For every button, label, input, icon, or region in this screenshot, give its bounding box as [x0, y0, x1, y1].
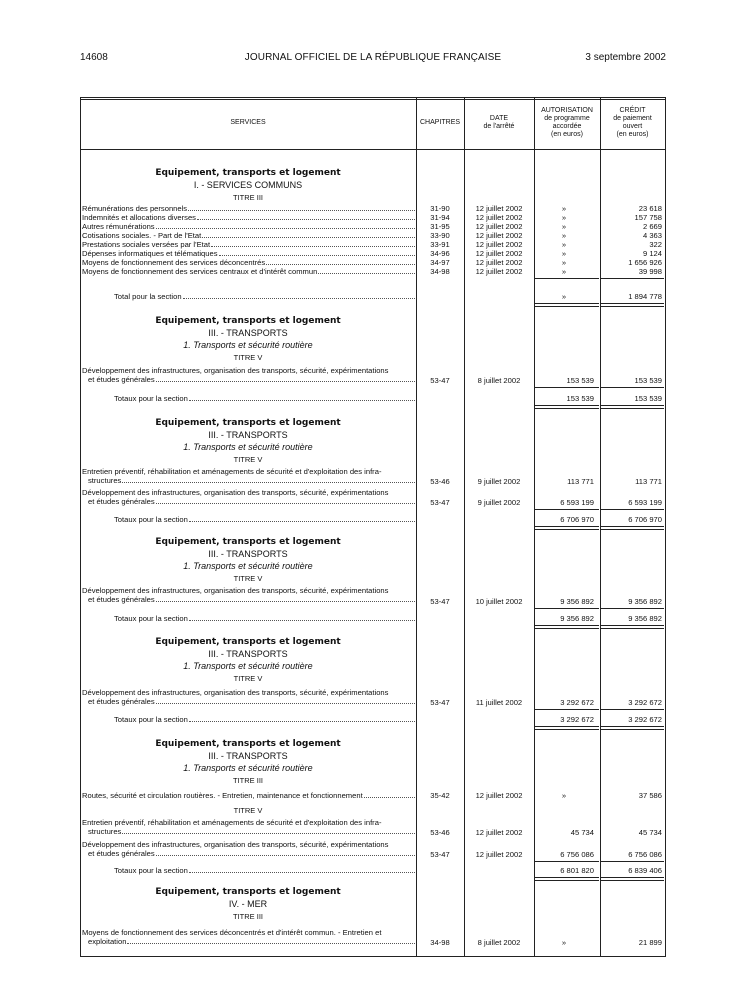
ministry-heading: Equipement, transports et logement [155, 316, 341, 326]
programme-heading: 1. Transports et sécurité routière [183, 340, 313, 350]
table-bottom-border [80, 956, 666, 957]
auto-cell: 45 734 [570, 828, 594, 837]
ministry-heading: Equipement, transports et logement [155, 637, 341, 647]
subtotal-rule [535, 278, 599, 279]
table-row-label: Cotisations sociales. - Part de l'Etat [82, 231, 416, 240]
date-cell: 9 juillet 2002 [477, 477, 521, 486]
table-row-label: Prestations sociales versées par l'Etat [82, 240, 416, 249]
table-row-label: Entretien préventif, réhabilitation et aménagements de sécurité et d'exploitation des infra- structures [82, 467, 416, 485]
date-cell: 12 juillet 2002 [475, 213, 523, 222]
section-heading: IV. - MER [228, 899, 268, 909]
titre-heading: TITRE V [233, 674, 263, 683]
total-credit-cell: 153 539 [634, 394, 662, 403]
col-border [80, 97, 81, 957]
chapter-cell: 53-47 [430, 498, 450, 507]
total-credit-cell: 6 839 406 [628, 866, 662, 875]
chapter-cell: 53-46 [430, 828, 450, 837]
date-cell: 12 juillet 2002 [475, 267, 523, 276]
subtotal-rule [535, 387, 599, 388]
date-cell: 11 juillet 2002 [475, 698, 523, 707]
auto-cell: » [561, 267, 567, 276]
credit-cell: 113 771 [635, 477, 662, 486]
table-row-label: Développement des infrastructures, organisation des transports, sécurité, expérimentations et études générales [82, 488, 416, 506]
total-double-rule [601, 877, 664, 881]
total-double-rule [601, 303, 664, 307]
credit-cell: 23 618 [638, 204, 662, 213]
subtotal-rule [601, 387, 664, 388]
section-heading: III. - TRANSPORTS [208, 649, 288, 659]
credit-cell: 1 656 926 [628, 258, 662, 267]
credit-cell: 45 734 [638, 828, 662, 837]
auto-cell: » [561, 231, 567, 240]
titre-heading: TITRE V [233, 574, 263, 583]
auto-cell: » [561, 213, 567, 222]
total-auto-cell: 9 356 892 [560, 614, 594, 623]
total-double-rule [601, 526, 664, 530]
col-border [665, 97, 666, 957]
section-heading: III. - TRANSPORTS [208, 430, 288, 440]
titre-heading: TITRE V [233, 455, 263, 464]
section-heading: I. - SERVICES COMMUNS [193, 180, 303, 190]
date-cell: 12 juillet 2002 [475, 240, 523, 249]
table-row-label: Développement des infrastructures, organisation des transports, sécurité, expérimentations et études générales [82, 688, 416, 706]
programme-heading: 1. Transports et sécurité routière [183, 442, 313, 452]
programme-heading: 1. Transports et sécurité routière [183, 763, 313, 773]
table-row-label: Rémunérations des personnels [82, 204, 416, 213]
date-cell: 12 juillet 2002 [475, 249, 523, 258]
subtotal-rule [601, 861, 664, 862]
page-number: 14608 [80, 52, 108, 63]
table-row-label: Dépenses informatiques et télématiques [82, 249, 416, 258]
header-bottom-border [80, 149, 666, 150]
credit-cell: 9 356 892 [628, 597, 662, 606]
credit-cell: 6 593 199 [628, 498, 662, 507]
subtotal-rule [535, 608, 599, 609]
header-date: DATE de l'arrêté [483, 115, 515, 130]
ministry-heading: Equipement, transports et logement [155, 418, 341, 428]
date-cell: 12 juillet 2002 [475, 850, 523, 859]
date-cell: 8 juillet 2002 [477, 376, 521, 385]
total-double-rule [601, 405, 664, 409]
programme-heading: 1. Transports et sécurité routière [183, 661, 313, 671]
total-double-rule [601, 726, 664, 730]
header-credit: CRÉDIT de paiement ouvert (en euros) [613, 107, 652, 138]
date-cell: 12 juillet 2002 [475, 231, 523, 240]
date-cell: 10 juillet 2002 [475, 597, 523, 606]
subtotal-rule [601, 509, 664, 510]
section-heading: III. - TRANSPORTS [208, 751, 288, 761]
programme-heading: 1. Transports et sécurité routière [183, 561, 313, 571]
header-autorisation: AUTORISATION de programme accordée (en euros) [541, 107, 593, 138]
auto-cell: 9 356 892 [560, 597, 594, 606]
auto-cell: 3 292 672 [560, 698, 594, 707]
header-chapitres: CHAPITRES [419, 119, 461, 126]
auto-cell: 113 771 [567, 477, 594, 486]
total-double-rule [601, 625, 664, 629]
chapter-cell: 35-42 [430, 791, 450, 800]
credit-cell: 322 [649, 240, 662, 249]
total-double-rule [535, 405, 599, 409]
total-double-rule [535, 877, 599, 881]
credit-cell: 6 756 086 [628, 850, 662, 859]
chapter-cell: 34-98 [430, 267, 450, 276]
auto-cell: » [561, 258, 567, 267]
titre-heading: TITRE V [233, 353, 263, 362]
chapter-cell: 53-47 [430, 850, 450, 859]
total-double-rule [535, 303, 599, 307]
ministry-heading: Equipement, transports et logement [155, 739, 341, 749]
total-credit-cell: 9 356 892 [628, 614, 662, 623]
credit-cell: 157 758 [634, 213, 662, 222]
total-double-rule [535, 625, 599, 629]
journal-title: JOURNAL OFFICIEL DE LA RÉPUBLIQUE FRANÇAISE [244, 52, 502, 63]
total-auto-cell: » [561, 292, 567, 301]
chapter-cell: 34-97 [430, 258, 450, 267]
section-total-label: Totaux pour la section [114, 394, 416, 403]
total-credit-cell: 3 292 672 [628, 715, 662, 724]
table-row-label: Routes, sécurité et circulation routières. - Entretien, maintenance et fonctionnement [82, 791, 416, 800]
header-services: SERVICES [230, 119, 266, 126]
date-cell: 12 juillet 2002 [475, 791, 523, 800]
page-header [80, 52, 666, 66]
chapter-cell: 31-95 [430, 222, 450, 231]
subtotal-rule [535, 709, 599, 710]
table-row-label: Autres rémunérations [82, 222, 416, 231]
chapter-cell: 34-98 [430, 938, 450, 947]
credit-cell: 21 899 [638, 938, 662, 947]
table-row-label: Développement des infrastructures, organisation des transports, sécurité, expérimentations et études générales [82, 586, 416, 604]
chapter-cell: 31-90 [430, 204, 450, 213]
date-cell: 12 juillet 2002 [475, 222, 523, 231]
total-auto-cell: 3 292 672 [560, 715, 594, 724]
table-row-label: Moyens de fonctionnement des services déconcentrés et d'intérêt commun. - Entretien et exploitation [82, 928, 416, 946]
publication-date: 3 septembre 2002 [585, 52, 666, 63]
total-double-rule [535, 726, 599, 730]
section-total-label: Totaux pour la section [114, 715, 416, 724]
titre-heading: TITRE III [233, 776, 263, 785]
auto-cell: » [561, 204, 567, 213]
auto-cell: 153 539 [566, 376, 594, 385]
ministry-heading: Equipement, transports et logement [155, 537, 341, 547]
subtotal-rule [535, 509, 599, 510]
credit-cell: 39 998 [638, 267, 662, 276]
chapter-cell: 53-46 [430, 477, 450, 486]
table-row-label: Indemnités et allocations diverses [82, 213, 416, 222]
date-cell: 12 juillet 2002 [475, 828, 523, 837]
subtotal-rule [601, 709, 664, 710]
section-total-label: Total pour la section [114, 292, 416, 301]
titre-heading: TITRE V [233, 806, 263, 815]
section-total-label: Totaux pour la section [114, 614, 416, 623]
auto-cell: » [561, 791, 567, 800]
auto-cell: » [561, 249, 567, 258]
total-double-rule [535, 526, 599, 530]
table-row-label: Moyens de fonctionnement des services centraux et d'intérêt commun [82, 267, 416, 276]
date-cell: 9 juillet 2002 [477, 498, 521, 507]
chapter-cell: 33-91 [430, 240, 450, 249]
auto-cell: » [561, 938, 567, 947]
date-cell: 8 juillet 2002 [477, 938, 521, 947]
credit-cell: 3 292 672 [628, 698, 662, 707]
total-auto-cell: 6 706 970 [560, 515, 594, 524]
chapter-cell: 31-94 [430, 213, 450, 222]
total-auto-cell: 153 539 [566, 394, 594, 403]
auto-cell: 6 756 086 [560, 850, 594, 859]
subtotal-rule [535, 861, 599, 862]
table-row-label: Moyens de fonctionnement des services déconcentrés [82, 258, 416, 267]
auto-cell: 6 593 199 [560, 498, 594, 507]
credit-cell: 4 363 [642, 231, 662, 240]
titre-heading: TITRE III [233, 912, 263, 921]
section-total-label: Totaux pour la section [114, 866, 416, 875]
auto-cell: » [561, 240, 567, 249]
section-total-label: Totaux pour la section [114, 515, 416, 524]
subtotal-rule [601, 278, 664, 279]
total-credit-cell: 1 894 778 [628, 292, 662, 301]
table-row-label: Développement des infrastructures, organisation des transports, sécurité, expérimentations et études générales [82, 840, 416, 858]
table-row-label: Entretien préventif, réhabilitation et aménagements de sécurité et d'exploitation des infra- structures [82, 818, 416, 836]
chapter-cell: 53-47 [430, 376, 450, 385]
section-heading: III. - TRANSPORTS [208, 549, 288, 559]
credit-cell: 153 539 [634, 376, 662, 385]
subtotal-rule [601, 608, 664, 609]
total-auto-cell: 6 801 820 [560, 866, 594, 875]
date-cell: 12 juillet 2002 [475, 258, 523, 267]
credit-cell: 9 124 [642, 249, 662, 258]
chapter-cell: 33-90 [430, 231, 450, 240]
table-row-label: Développement des infrastructures, organisation des transports, sécurité, expérimentations et études générales [82, 366, 416, 384]
auto-cell: » [561, 222, 567, 231]
ministry-heading: Equipement, transports et logement [155, 887, 341, 897]
date-cell: 12 juillet 2002 [475, 204, 523, 213]
credit-cell: 2 669 [642, 222, 662, 231]
chapter-cell: 53-47 [430, 597, 450, 606]
chapter-cell: 53-47 [430, 698, 450, 707]
ministry-heading: Equipement, transports et logement [155, 168, 341, 178]
chapter-cell: 34-96 [430, 249, 450, 258]
total-credit-cell: 6 706 970 [628, 515, 662, 524]
section-heading: III. - TRANSPORTS [208, 328, 288, 338]
titre-heading: TITRE III [233, 193, 263, 202]
credit-cell: 37 586 [638, 791, 662, 800]
